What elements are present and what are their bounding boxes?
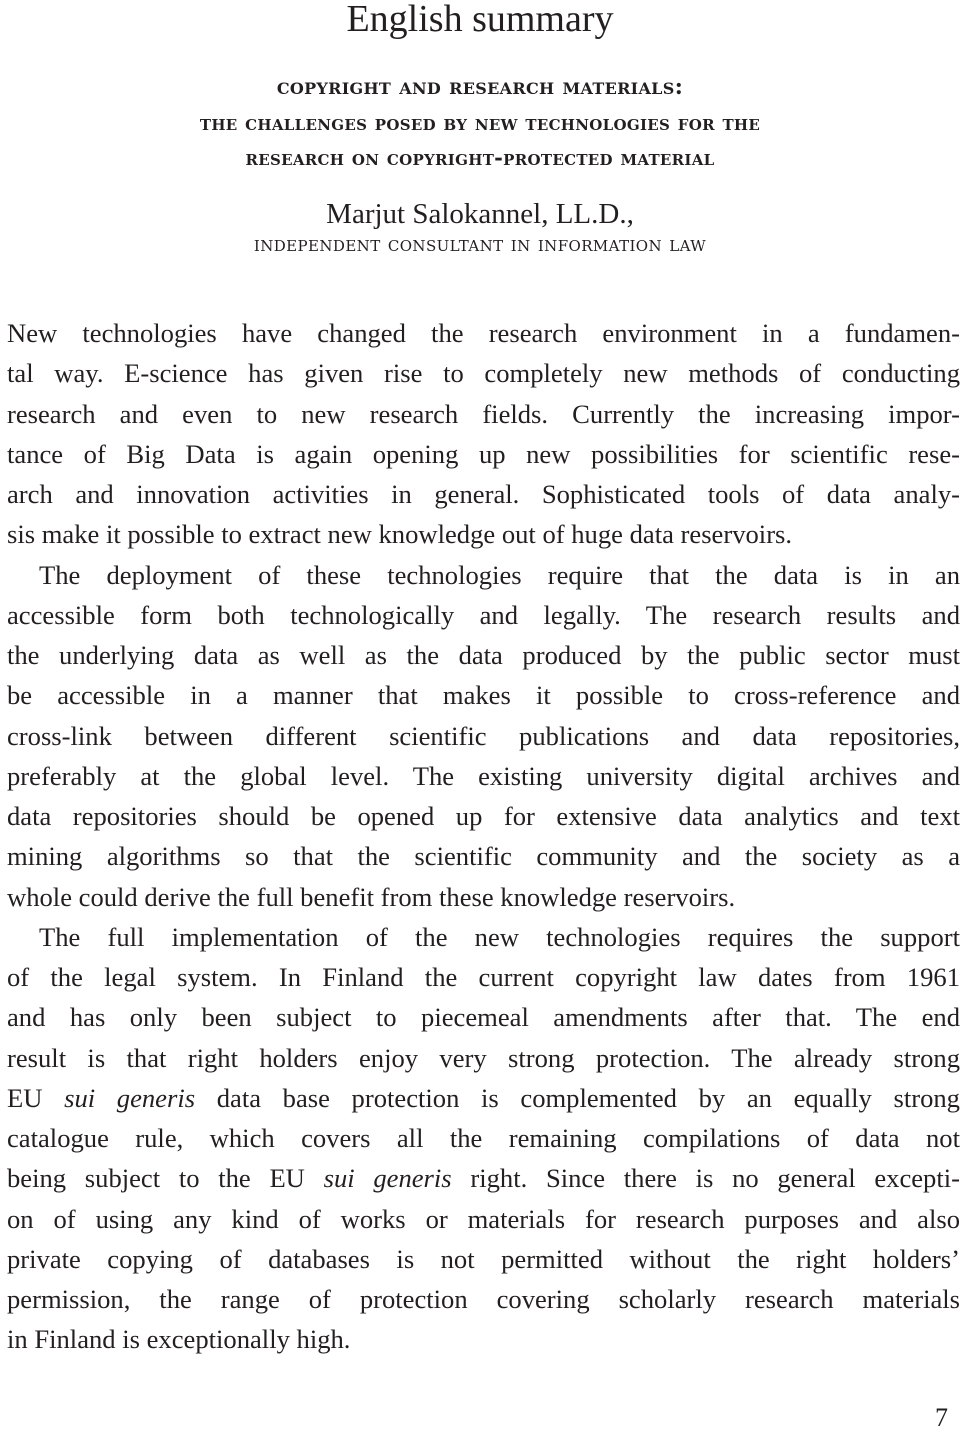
article-title	[0, 70, 960, 175]
text-line: private copying of databases is not permitted without the right holders’	[7, 1243, 960, 1274]
text-line: The deployment of these technologies require that the data is in an	[39, 559, 960, 590]
text-line: being subject to the EU sui generis right. Since there is no general excepti-	[7, 1163, 960, 1194]
text-line: permission, the range of protection covering scholarly research materials	[7, 1284, 960, 1314]
body-paragraph	[7, 555, 960, 917]
text-line: tal way. E-science has given rise to completely new methods of conducting	[7, 358, 960, 389]
text-line: The full implementation of the new technologies requires the support	[39, 921, 960, 952]
body-paragraph	[7, 917, 960, 1360]
italic-term: sui generis	[323, 1163, 452, 1194]
text-line: and has only been subject to piecemeal amendments after that. The end	[7, 1002, 960, 1033]
page-number: 7	[935, 1403, 948, 1432]
text-line: be accessible in a manner that makes it possible to cross-reference and	[7, 680, 960, 711]
page-heading: English summary	[346, 0, 614, 40]
text-line: catalogue rule, which covers all the remaining compilations of data not	[7, 1123, 960, 1153]
text-line: tance of Big Data is again opening up new possibilities for scientific rese-	[7, 438, 960, 469]
text-line: in Finland is exceptionally high.	[7, 1324, 351, 1355]
italic-term: sui generis	[64, 1082, 196, 1113]
text-line: on of using any kind of works or materials for research purposes and also	[7, 1203, 960, 1234]
text-line: of the legal system. In Finland the current copyright law dates from 1961	[7, 962, 960, 992]
text-line: accessible form both technologically and legally. The research results and	[7, 599, 960, 630]
text-line: data repositories should be opened up for extensive data analytics and text	[7, 801, 960, 831]
author-affiliation: independent consultant in information law	[253, 232, 707, 257]
title-line: the challenges posed by new technologies for the	[199, 110, 761, 135]
text-line: research and even to new research fields. Currently the increasing impor-	[7, 398, 960, 429]
author-name: Marjut Salokannel, LL.D.,	[326, 198, 634, 230]
text-line: result is that right holders enjoy very strong protection. The already strong	[7, 1042, 960, 1073]
text-line: EU sui generis data base protection is complemented by an equally strong	[7, 1082, 960, 1113]
text-line: cross-link between different scientific publications and data repositories,	[7, 720, 960, 751]
text-line: New technologies have changed the research environment in a fundamen-	[7, 318, 960, 348]
text-line: arch and innovation activities in general. Sophisticated tools of data analy-	[7, 479, 960, 509]
text-line: sis make it possible to extract new knowledge out of huge data reservoirs.	[7, 519, 793, 550]
body-paragraph	[7, 313, 960, 555]
title-line: research on copyright-protected material	[245, 145, 715, 170]
summary-body	[7, 313, 960, 1360]
text-line: the underlying data as well as the data produced by the public sector must	[7, 640, 960, 670]
text-line: whole could derive the full benefit from these knowledge reservoirs.	[7, 881, 736, 912]
text-line: preferably at the global level. The existing university digital archives and	[7, 760, 960, 791]
title-line: copyright and research materials:	[276, 74, 684, 100]
text-line: mining algorithms so that the scientific community and the society as a	[7, 841, 960, 872]
